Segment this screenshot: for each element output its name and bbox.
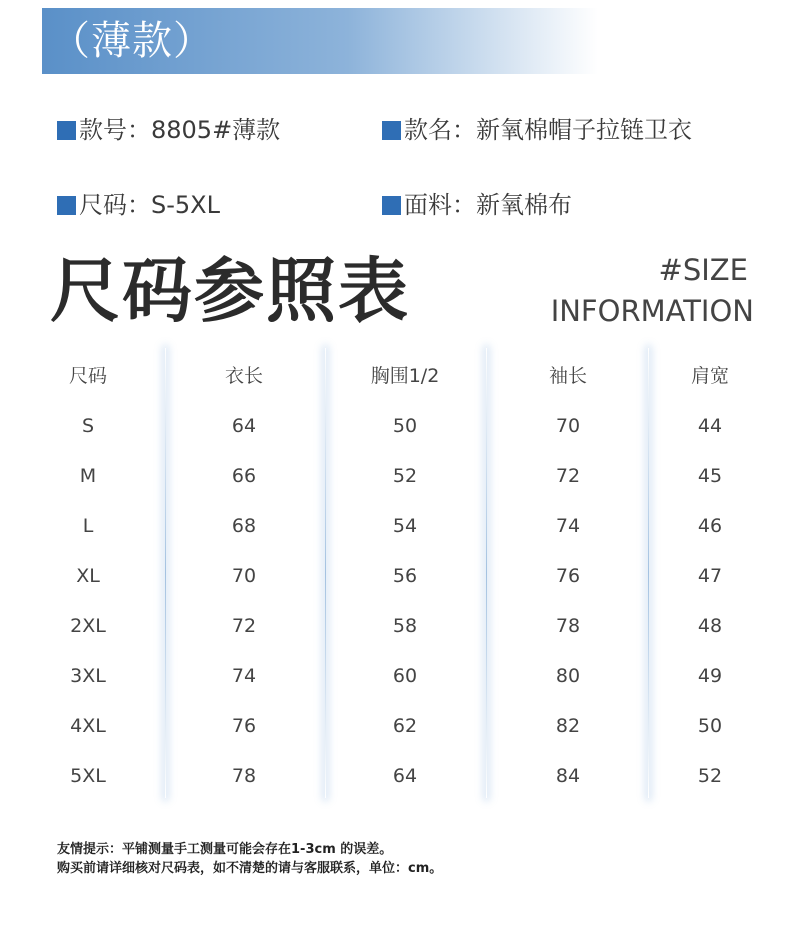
table-cell: 48 (697, 615, 723, 637)
table-cell: 66 (231, 465, 257, 487)
table-cell: 70 (231, 565, 257, 587)
table-cell: 52 (392, 465, 418, 487)
table-cell: 45 (697, 465, 723, 487)
bullet-square-icon (382, 121, 401, 140)
table-cell: 72 (231, 615, 257, 637)
table-cell: 58 (392, 615, 418, 637)
column-divider (325, 348, 326, 798)
table-cell: 50 (392, 415, 418, 437)
table-size-label: M (79, 465, 97, 487)
column-divider (486, 348, 487, 798)
table-cell: 78 (231, 765, 257, 787)
table-cell: 78 (555, 615, 581, 637)
table-header-cell: 胸围1/2 (370, 365, 440, 387)
table-cell: 72 (555, 465, 581, 487)
info-style-no (57, 115, 280, 145)
info-style-name (382, 115, 692, 145)
table-cell: 64 (231, 415, 257, 437)
table-cell: 82 (555, 715, 581, 737)
table-cell: 60 (392, 665, 418, 687)
table-size-label: 4XL (70, 715, 106, 737)
note-line-1: 友情提示：平铺测量手工测量可能会存在1-3cm 的误差。 (57, 842, 393, 857)
table-size-label: 3XL (70, 665, 106, 687)
table-cell: 50 (697, 715, 723, 737)
bullet-square-icon (382, 196, 401, 215)
table-cell: 74 (555, 515, 581, 537)
table-header-cell: 衣长 (224, 365, 263, 387)
table-cell: 52 (697, 765, 723, 787)
chart-title-cn: 尺码参照表 (50, 250, 410, 332)
column-divider (165, 348, 166, 798)
table-cell: 64 (392, 765, 418, 787)
info-fabric (382, 190, 572, 220)
table-size-label: 5XL (70, 765, 106, 787)
fabric-text: 面料：新氧棉布 (404, 191, 572, 219)
sizes-text: 尺码：S-5XL (79, 191, 220, 219)
bullet-square-icon (57, 196, 76, 215)
style-no-text: 款号：8805#薄款 (79, 116, 281, 144)
table-cell: 46 (697, 515, 723, 537)
table-cell: 84 (555, 765, 581, 787)
bullet-square-icon (57, 121, 76, 140)
table-size-label: S (81, 415, 95, 437)
notes (57, 840, 442, 878)
table-size-label: L (82, 515, 94, 537)
table-cell: 62 (392, 715, 418, 737)
note-line-2: 购买前请详细核对尺码表，如不清楚的请与客服联系，单位：cm。 (57, 861, 443, 876)
table-header-cell: 袖长 (548, 365, 587, 387)
table-size-label: 2XL (70, 615, 106, 637)
table-cell: 70 (555, 415, 581, 437)
table-cell: 76 (231, 715, 257, 737)
style-name-text: 款名：新氧棉帽子拉链卫衣 (404, 116, 692, 144)
table-cell: 68 (231, 515, 257, 537)
table-cell: 80 (555, 665, 581, 687)
table-header-cell: 肩宽 (690, 365, 729, 387)
chart-title-en-line2: INFORMATION (550, 294, 754, 328)
table-cell: 44 (697, 415, 723, 437)
info-sizes (57, 190, 220, 220)
table-cell: 49 (697, 665, 723, 687)
table-header-cell: 尺码 (68, 365, 107, 387)
column-divider (648, 348, 649, 798)
table-cell: 56 (392, 565, 418, 587)
table-cell: 76 (555, 565, 581, 587)
table-cell: 47 (697, 565, 723, 587)
chart-title-en-line1: #SIZE (658, 253, 748, 287)
table-size-label: XL (76, 565, 100, 587)
table-cell: 54 (392, 515, 418, 537)
table-cell: 74 (231, 665, 257, 687)
banner-title: （薄款） (50, 18, 214, 64)
